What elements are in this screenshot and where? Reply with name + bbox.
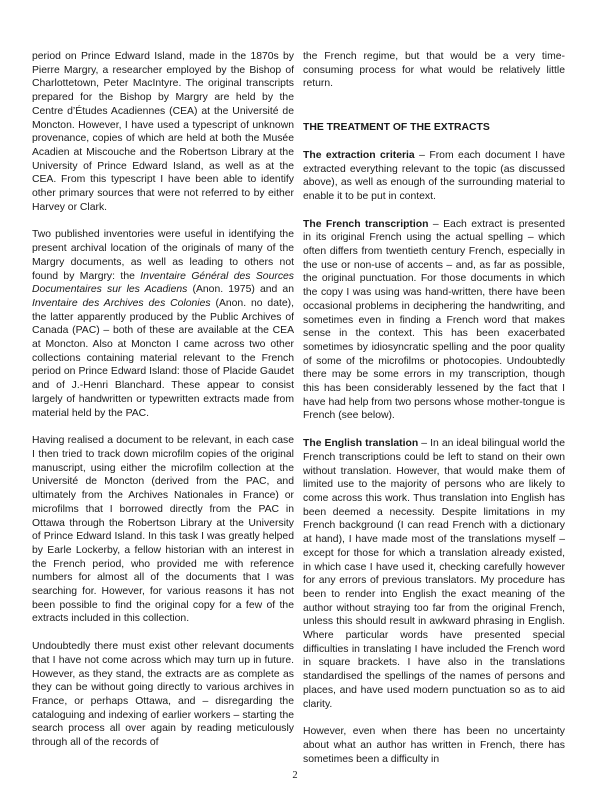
paragraph-uncertainty: However, even when there has been no uncertainty about what an author has written in French, there has sometimes been a difficulty in — [303, 726, 565, 765]
inventaire-colonies-title: Inventaire des Archives des Colonies — [32, 297, 211, 309]
extraction-criteria-text: – From each document I have extracted everything relevant to the topic (as discussed above), as well as enough of the surrounding material to enable it to be put in context. — [303, 149, 565, 202]
paragraph-published-inventories — [32, 228, 294, 420]
left-column — [32, 50, 294, 764]
extraction-criteria-lead: The extraction criteria — [303, 149, 415, 161]
paragraph-english-translation — [303, 437, 565, 711]
french-transcription-lead: The French transcription — [303, 218, 429, 230]
section-heading: THE TREATMENT OF THE EXTRACTS — [303, 122, 490, 134]
inventories-text-a: Two published inventories were useful in identifying the present archival location of the originals of many of the Margry documents, as well as leading to others not found by Margry: the — [32, 229, 294, 282]
french-transcription-text: – Each extract is presented in its original French using the actual spelling – which often differs from twentieth century French, especially in the use or non-use of accents – and, as far as possible, the original punctuation. For those documents in which the copy I was using was hand-written, there have been occasional problems in deciphering the handwriting, and sometimes even in finding a French word that makes sense in the context. This has been exacerbated sometimes by idiosyncratic spelling and the poor quality of some of the microfilms or photocopies. Undoubtedly there may be some errors in my transcription, though this has been considerably lessened by the fact that I have had help from two persons whose mother-tongue is French (see below). — [303, 218, 565, 422]
paragraph-microfilm-search: Having realised a document to be relevant, in each case I then tried to track down microfilm copies of the original manuscript, using either the microfilm collection at the Université de Moncton (derived from the PAC, and ultimately from the Archives Nationales in France) or microfilms that I borrowed directly from the PAC in Ottawa through the Robertson Library at the University of Prince Edward Island. In this task I was greatly helped by Earle Lockerby, a fellow historian with an interest in the French period, who provided me with reference numbers for almost all of the documents that I was searching for. However, for various reasons it has not been possible to find the original copy for a few of the extracts included in this collection. — [32, 435, 294, 625]
paragraph-other-documents: Undoubtedly there must exist other relevant documents that I have not come across which may turn up in future. However, as they stand, the extracts are as complete as they can be without going directly to various archives in France, or perhaps Ottawa, and – disregarding the cataloguing and indexing of earlier workers – starting the search process all over again by reading meticulously through all of the records of — [32, 641, 294, 749]
english-translation-text: – In an ideal bilingual world the French transcriptions could be left to stand on their own without translation. However, that would make them of limited use to the majority of persons who are likely to come across this work. Thus translation into English has been deemed a necessity. Despite limitations in my French background (I can read French with a dictionary at hand), I have made most of the translations myself – except for those for which a translation already existed, in which case I have used it, checking carefully however for any errors of previous translators. My procedure has been to render into English the exact meaning of the author without straying too far from the original French, unless this should result in awkward phrasing in English. Where particular words have presented special difficulties in translating I have included the French word in square brackets. I have also in the translations standardised the spellings of the names of persons and places, and have used modern punctuation so as to aid clarity. — [303, 438, 565, 710]
page-number: 2 — [292, 770, 298, 781]
inventories-text-e: (Anon. no date), the latter apparently produced by the Public Archives of Canada (PAC) – both of these are available at the CEA at Moncton. Also at Moncton I came across two other collections containing material relevant to the French period on Prince Edward Island: those of Placide Gaudet and of J.-Henri Blanchard. These appear to consist largely of handwritten or typewritten extracts made from material held by the PAC. — [32, 297, 295, 419]
right-column — [303, 50, 565, 780]
paragraph-french-regime: the French regime, but that would be a very time-consuming process for what would be relatively little return. — [303, 51, 565, 90]
paragraph-extraction-criteria — [303, 149, 565, 204]
english-translation-lead: The English translation — [303, 438, 419, 450]
paragraph-margry-typescript: period on Prince Edward Island, made in the 1870s by Pierre Margry, a researcher employed by the Bishop of Charlottetown, Peter MacIntyre. The original transcripts prepared for the Bishop by Margry are held by the Centre d’Études Acadiennes (CEA) at the Université de Moncton. However, I have used a typescript of unknown provenance, copies of which are held at both the Musée Acadien at Miscouche and the Robertson Library at the University of Prince Edward Island, as well as at the CEA. From this typescript I have been able to identify other primary sources that were not referred to by either Harvey or Clark. — [32, 51, 294, 213]
paragraph-french-transcription — [303, 218, 565, 424]
inventories-text-c: (Anon. 1975) and an — [187, 284, 294, 296]
inventaire-general-title: Inventaire Général des Sources Documentaires sur les Acadiens — [32, 270, 294, 296]
